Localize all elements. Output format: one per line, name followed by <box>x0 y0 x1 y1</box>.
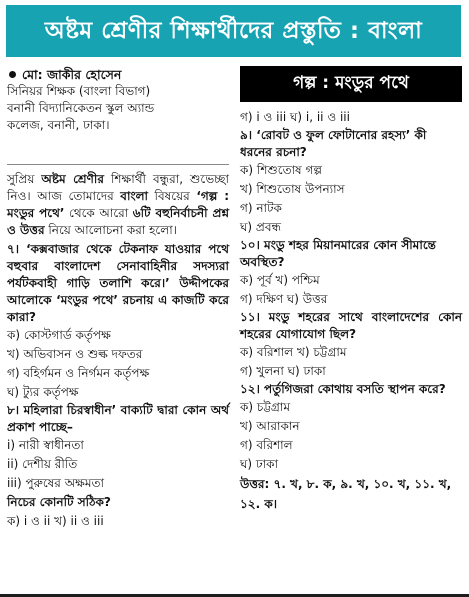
intro-text: থেকে আরো <box>64 206 133 220</box>
q7-option: খ) অভিবাসন ও শুল্ক দফতর <box>7 347 143 361</box>
q9-option: গ) নাটক <box>240 201 282 215</box>
q8-options-row: গ) i ও iii ঘ) i, ii ও iii <box>240 110 350 124</box>
q7-option: ক) কোস্টগার্ড কর্তৃপক্ষ <box>7 328 111 342</box>
question-7: ৭। ‘কক্সবাজার থেকে টেকনাফ যাওয়ার পথে বহুবার বাংলাদেশ সেনাবাহিনীর সদস্যরা পর্যটকবাহী গাড়ি তলাশি করে।’ উদ্দীপকের আলোকে ‘মংডুর পথে’ রচনায় এ কাজটি করে কারা? <box>7 242 229 324</box>
divider <box>7 164 229 165</box>
story-tag <box>240 66 462 102</box>
answer-text: ৭. খ, ৮. ক, ৯. খ, ১০. খ, ১১. খ, ১২. ক। <box>240 477 452 511</box>
intro-text: বিষয়ের <box>148 189 197 203</box>
intro-subject: বাংলা <box>120 189 149 203</box>
intro-story: ‘গল্প : মংডুর পথে’ <box>7 189 229 220</box>
q8-item: i) নারী স্বাধীনতা <box>7 438 84 452</box>
intro-text: নিয়ে আলোচনা করা হলো। <box>44 223 177 237</box>
q8-prompt: নিচের কোনটি সঠিক? <box>7 495 111 509</box>
question-8: ৮। মহিলারা চিরস্বাধীন’ বাক্যটি দ্বারা কোন অর্থ প্রকাশ পাচ্ছে– <box>7 403 229 434</box>
author-address: কলেজ, বনানী, ঢাকা। <box>7 118 110 132</box>
q12-option: ঘ) ঢাকা <box>240 457 279 471</box>
q12-option: গ) বরিশাল <box>240 438 293 452</box>
answer-label: উত্তর: <box>240 477 270 491</box>
q11-option: গ) খুলনা ঘ) ঢাকা <box>240 364 326 378</box>
q9-option: ক) শিশুতোষ গল্প <box>240 163 322 177</box>
q8-options-row: ক) i ও ii খ) ii ও iii <box>7 514 104 528</box>
author-block <box>7 66 229 158</box>
left-column <box>7 66 229 531</box>
question-11: ১১। মংডু শহরের সাথে বাংলাদেশের কোন শহরের যোগাযোগ ছিল? <box>240 310 462 341</box>
bullet-icon <box>9 71 16 78</box>
story-tag-label: গল্প : মংডুর পথে <box>293 73 409 93</box>
q12-option: ক) চট্টগ্রাম <box>240 400 291 414</box>
intro-count: ৬টি বহুনির্বাচনী প্রশ্ন ও উত্তর <box>7 206 229 237</box>
intro-text: সুপ্রিয় <box>7 172 42 186</box>
q8-item: iii) পুরুষের অক্ষমতা <box>7 476 104 490</box>
author-institution: বনানী বিদ্যানিকেতন স্কুল অ্যান্ড <box>7 101 155 115</box>
q11-option: ক) বরিশাল খ) চট্টগ্রাম <box>240 345 347 359</box>
q10-option: ক) পূর্ব খ) পশ্চিম <box>240 273 320 287</box>
author-name: মো: জাকীর হোসেন <box>22 67 122 82</box>
question-12: ১২। পর্তুগিজরা কোথায় বসতি স্থাপন করে? <box>240 382 446 396</box>
q8-item: ii) দেশীয় রীতি <box>7 457 78 471</box>
q7-option: ঘ) ট্যুর কর্তৃপক্ষ <box>7 385 79 399</box>
q9-option: ঘ) প্রবন্ধ <box>240 220 282 234</box>
author-name-row <box>7 66 229 83</box>
right-column <box>240 66 462 514</box>
q9-option: খ) শিশুতোষ উপন্যাস <box>240 182 345 196</box>
page-title-banner <box>6 5 461 57</box>
intro-class: অষ্টম শ্রেণীর <box>41 172 104 186</box>
question-9: ৯। ‘রোবট ও ফুল ফোটানোর রহস্য’ কী ধরনের রচনা? <box>240 128 427 159</box>
intro-paragraph <box>7 171 229 239</box>
author-title: সিনিয়র শিক্ষক (বাংলা বিভাগ) <box>7 84 151 98</box>
intro-text: শিক্ষার্থী বন্ধুরা, শুভেচ্ছা নিও। আজ তোমাদের <box>7 172 229 203</box>
q10-option: গ) দক্ষিণ ঘ) উত্তর <box>240 292 328 306</box>
question-10: ১০। মংডু শহর মিয়ানমারের কোন সীমান্তে অবস্থিত? <box>240 238 436 269</box>
page-title: অষ্টম শ্রেণীর শিক্ষার্থীদের প্রস্তুতি : বাংলা <box>44 17 423 44</box>
q12-option: খ) আরাকান <box>240 419 300 433</box>
answer-key <box>240 474 462 514</box>
q7-option: গ) বহির্গমন ও নির্গমন কর্তৃপক্ষ <box>7 366 150 380</box>
